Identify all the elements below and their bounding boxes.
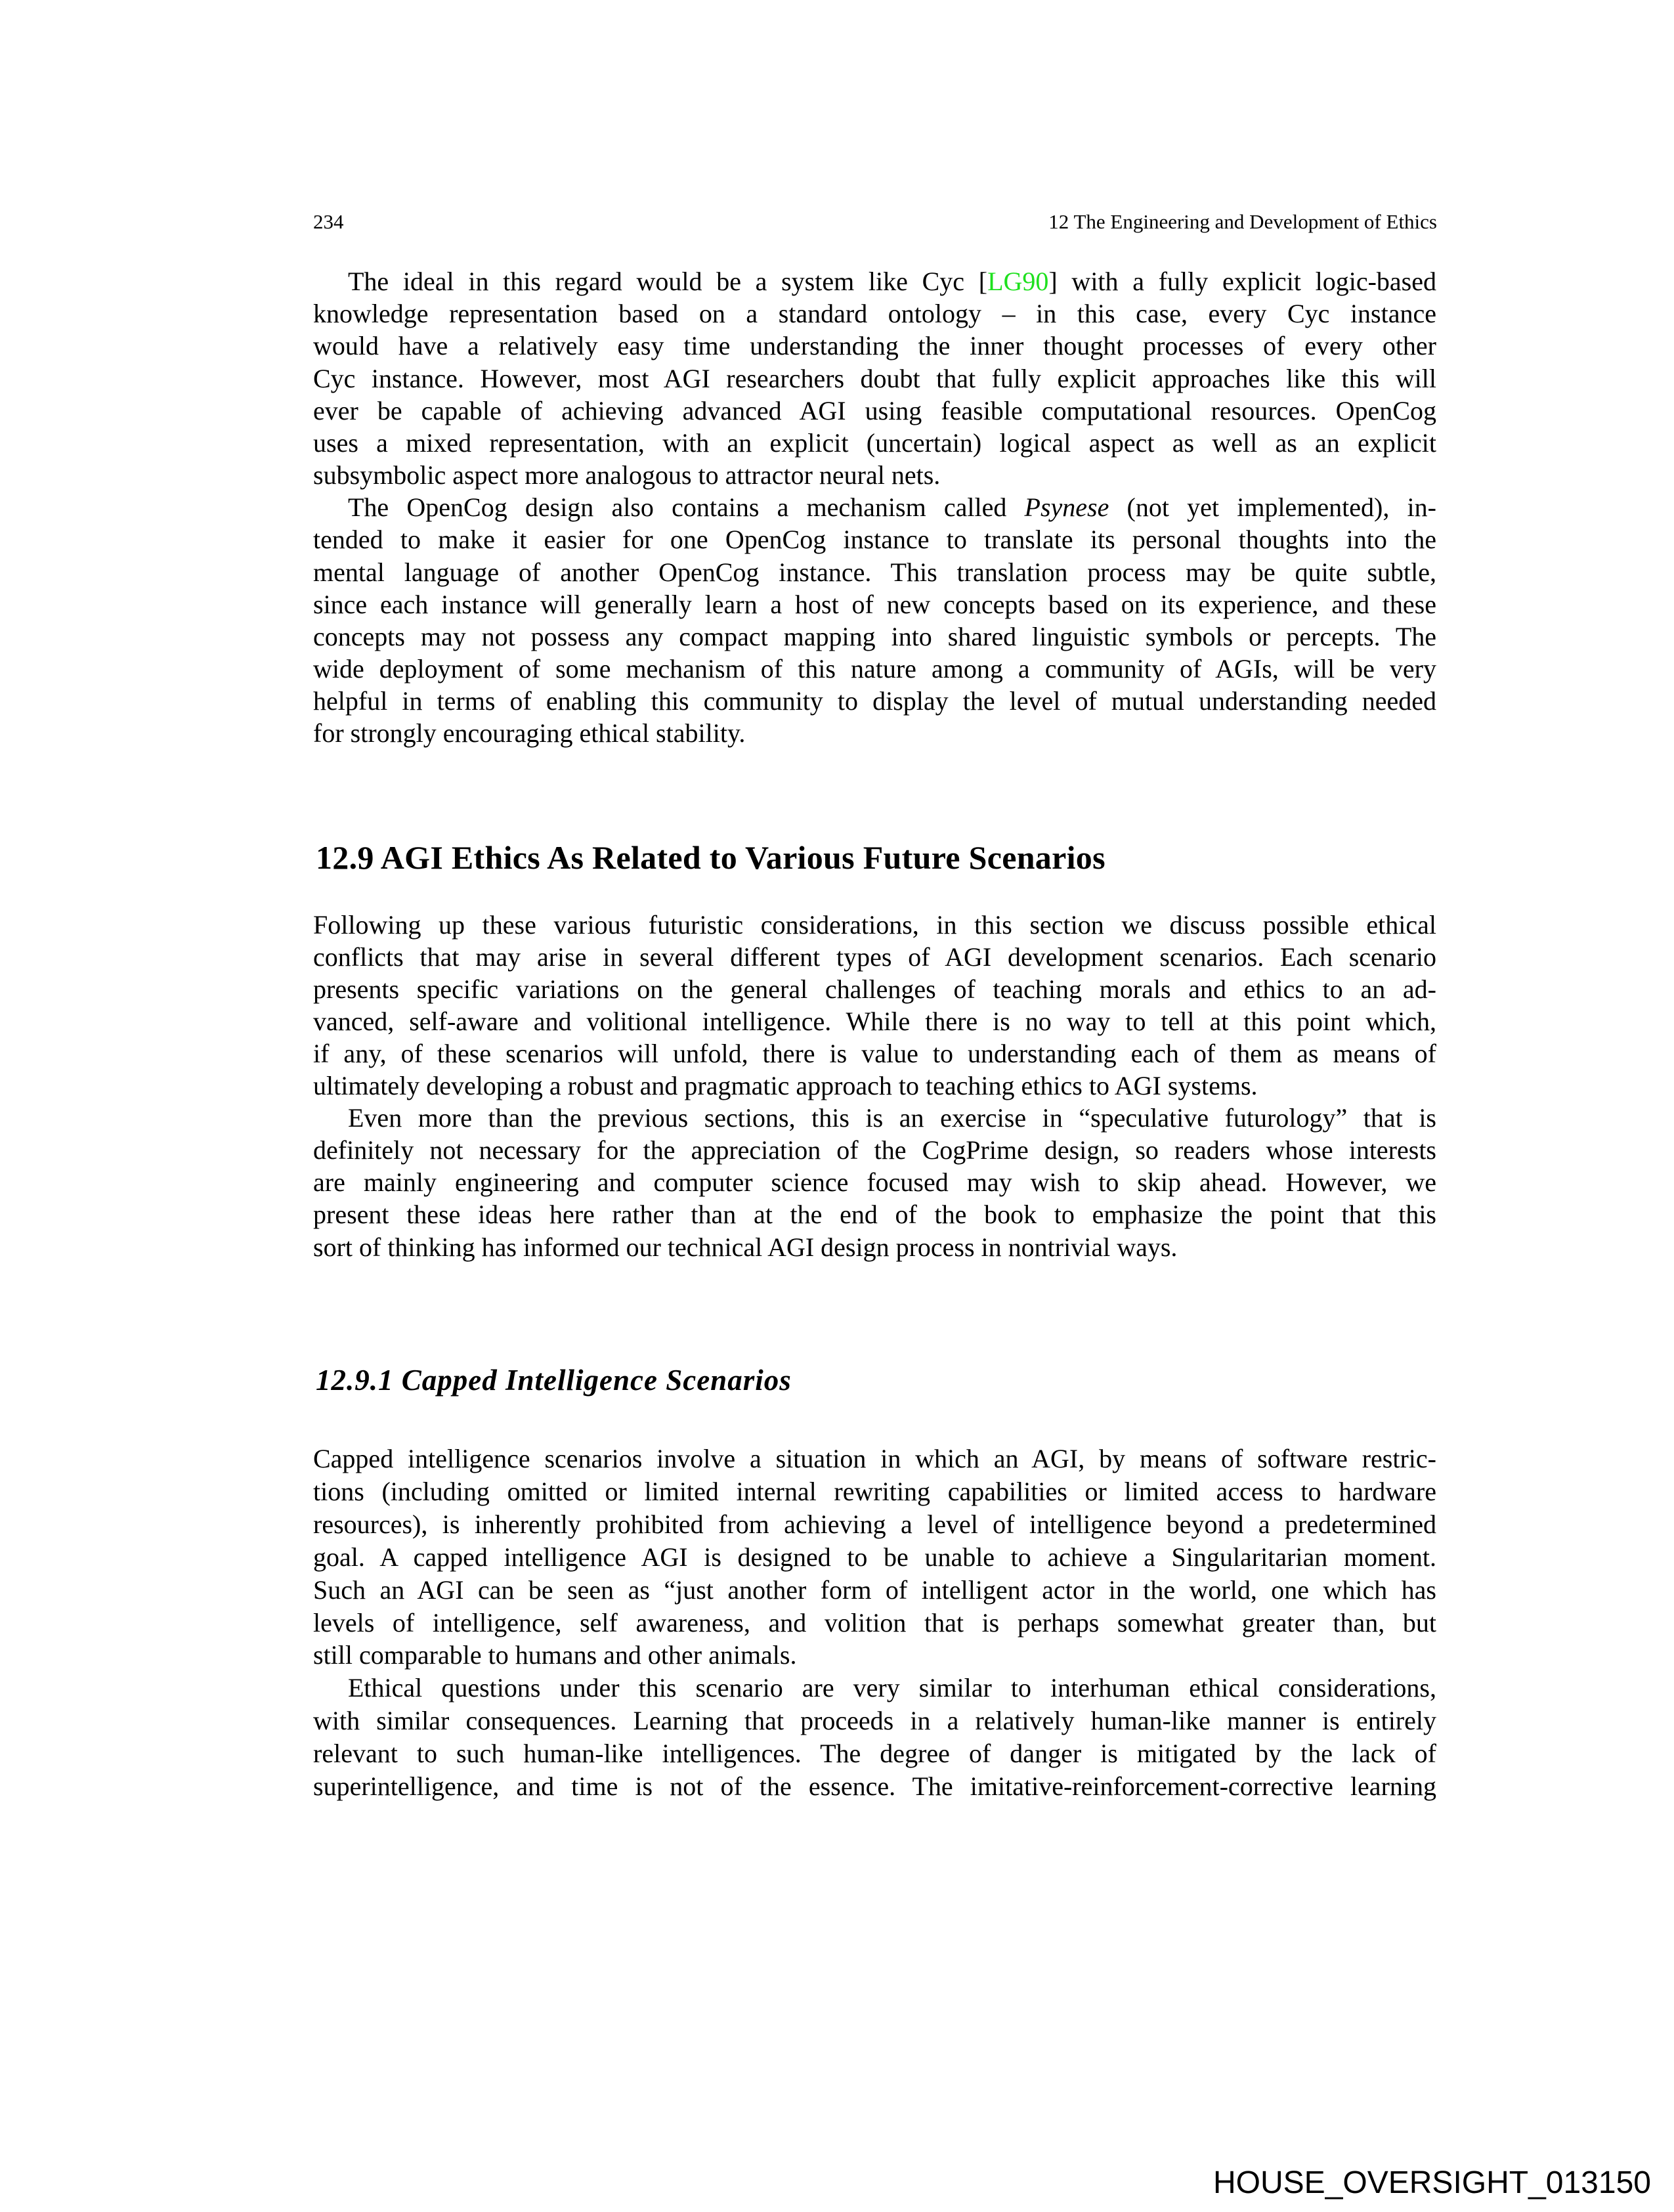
paragraph-4-line: are mainly engineering and computer science focused may wish to skip ahead. However, we — [313, 1167, 1436, 1197]
bates-stamp: HOUSE_OVERSIGHT_013150 — [1213, 2165, 1651, 2200]
paragraph-5-line: Capped intelligence scenarios involve a situation in which an AGI, by means of software restric- — [313, 1444, 1436, 1473]
paragraph-5-line: tions (including omitted or limited internal rewriting capabilities or limited access to hardware — [313, 1477, 1436, 1506]
paragraph-2-line: since each instance will generally learn a host of new concepts based on its experience, and these — [313, 590, 1436, 619]
paragraph-4-line: present these ideas here rather than at the end of the book to emphasize the point that this — [313, 1200, 1436, 1229]
subsection-heading: 12.9.1 Capped Intelligence Scenarios — [316, 1364, 792, 1397]
paragraph-4-line: Even more than the previous sections, this is an exercise in “speculative futurology” that is — [348, 1103, 1436, 1133]
text-span: (not yet implemented), in- — [1109, 492, 1436, 522]
paragraph-3-line: conflicts that may arise in several different types of AGI development scenarios. Each scenario — [313, 942, 1436, 972]
paragraph-3-line: Following up these various futuristic considerations, in this section we discuss possible ethical — [313, 910, 1436, 940]
paragraph-2-line: for strongly encouraging ethical stability. — [313, 718, 746, 748]
paragraph-5-line: Such an AGI can be seen as “just another form of intelligent actor in the world, one which has — [313, 1575, 1436, 1605]
paragraph-1-line: knowledge representation based on a standard ontology – in this case, every Cyc instance — [313, 299, 1436, 328]
paragraph-6-line: Ethical questions under this scenario are very similar to interhuman ethical considerations, — [348, 1673, 1436, 1702]
paragraph-1-line: subsymbolic aspect more analogous to attractor neural nets. — [313, 460, 941, 490]
section-heading: 12.9 AGI Ethics As Related to Various Future Scenarios — [316, 839, 1105, 876]
term-psynese: Psynese — [1024, 492, 1109, 522]
paragraph-5-line: goal. A capped intelligence AGI is designed to be unable to achieve a Singularitarian moment. — [313, 1542, 1436, 1572]
paragraph-1-line — [313, 269, 1436, 295]
text-span: ] with a fully explicit logic-based — [1048, 267, 1436, 296]
paragraph-6-line: superintelligence, and time is not of the essence. The imitative-reinforcement-corrective learning — [313, 1771, 1436, 1801]
paragraph-6-line: relevant to such human-like intelligences. The degree of danger is mitigated by the lack of — [313, 1739, 1436, 1768]
paragraph-5-line: still comparable to humans and other animals. — [313, 1640, 797, 1670]
paragraph-5-line: resources), is inherently prohibited from achieving a level of intelligence beyond a predetermined — [313, 1509, 1436, 1539]
paragraph-2-line: tended to make it easier for one OpenCog instance to translate its personal thoughts into the — [313, 525, 1436, 554]
paragraph-3-line: ultimately developing a robust and pragmatic approach to teaching ethics to AGI systems. — [313, 1071, 1258, 1100]
paragraph-2-line: mental language of another OpenCog instance. This translation process may be quite subtle, — [313, 557, 1436, 587]
paragraph-3-line: if any, of these scenarios will unfold, there is value to understanding each of them as means of — [313, 1039, 1436, 1068]
paragraph-2-line: wide deployment of some mechanism of this nature among a community of AGIs, will be very — [313, 654, 1436, 683]
paragraph-1-line: would have a relatively easy time understanding the inner thought processes of every other — [313, 331, 1436, 360]
paragraph-3-line: vanced, self-aware and volitional intelligence. While there is no way to tell at this point which, — [313, 1007, 1436, 1036]
paragraph-3-line: presents specific variations on the general challenges of teaching morals and ethics to an ad- — [313, 974, 1436, 1004]
paragraph-6-line: with similar consequences. Learning that proceeds in a relatively human-like manner is entirely — [313, 1706, 1436, 1735]
paragraph-4-line: definitely not necessary for the appreciation of the CogPrime design, so readers whose interests — [313, 1135, 1436, 1165]
chapter-title: 12 The Engineering and Development of Ethics — [1048, 210, 1437, 233]
citation-link-lg90[interactable]: LG90 — [987, 267, 1049, 296]
paragraph-2-line — [313, 494, 1436, 521]
page-number: 234 — [313, 210, 344, 233]
paragraph-1-line: ever be capable of achieving advanced AGI using feasible computational resources. OpenCog — [313, 396, 1436, 425]
paragraph-1-line: Cyc instance. However, most AGI researchers doubt that fully explicit approaches like this will — [313, 364, 1436, 393]
paragraph-1-line: uses a mixed representation, with an explicit (uncertain) logical aspect as well as an explicit — [313, 428, 1436, 458]
text-span: The OpenCog design also contains a mechanism called — [348, 492, 1025, 522]
paragraph-2-line: concepts may not possess any compact mapping into shared linguistic symbols or percepts. The — [313, 622, 1436, 651]
text-span: The ideal in this regard would be a system like Cyc [ — [348, 267, 988, 296]
paragraph-5-line: levels of intelligence, self awareness, and volition that is perhaps somewhat greater than, but — [313, 1608, 1436, 1637]
paragraph-4-line: sort of thinking has informed our technical AGI design process in nontrivial ways. — [313, 1232, 1178, 1262]
running-head — [313, 211, 1437, 232]
paragraph-2-line: helpful in terms of enabling this community to display the level of mutual understanding needed — [313, 686, 1436, 716]
